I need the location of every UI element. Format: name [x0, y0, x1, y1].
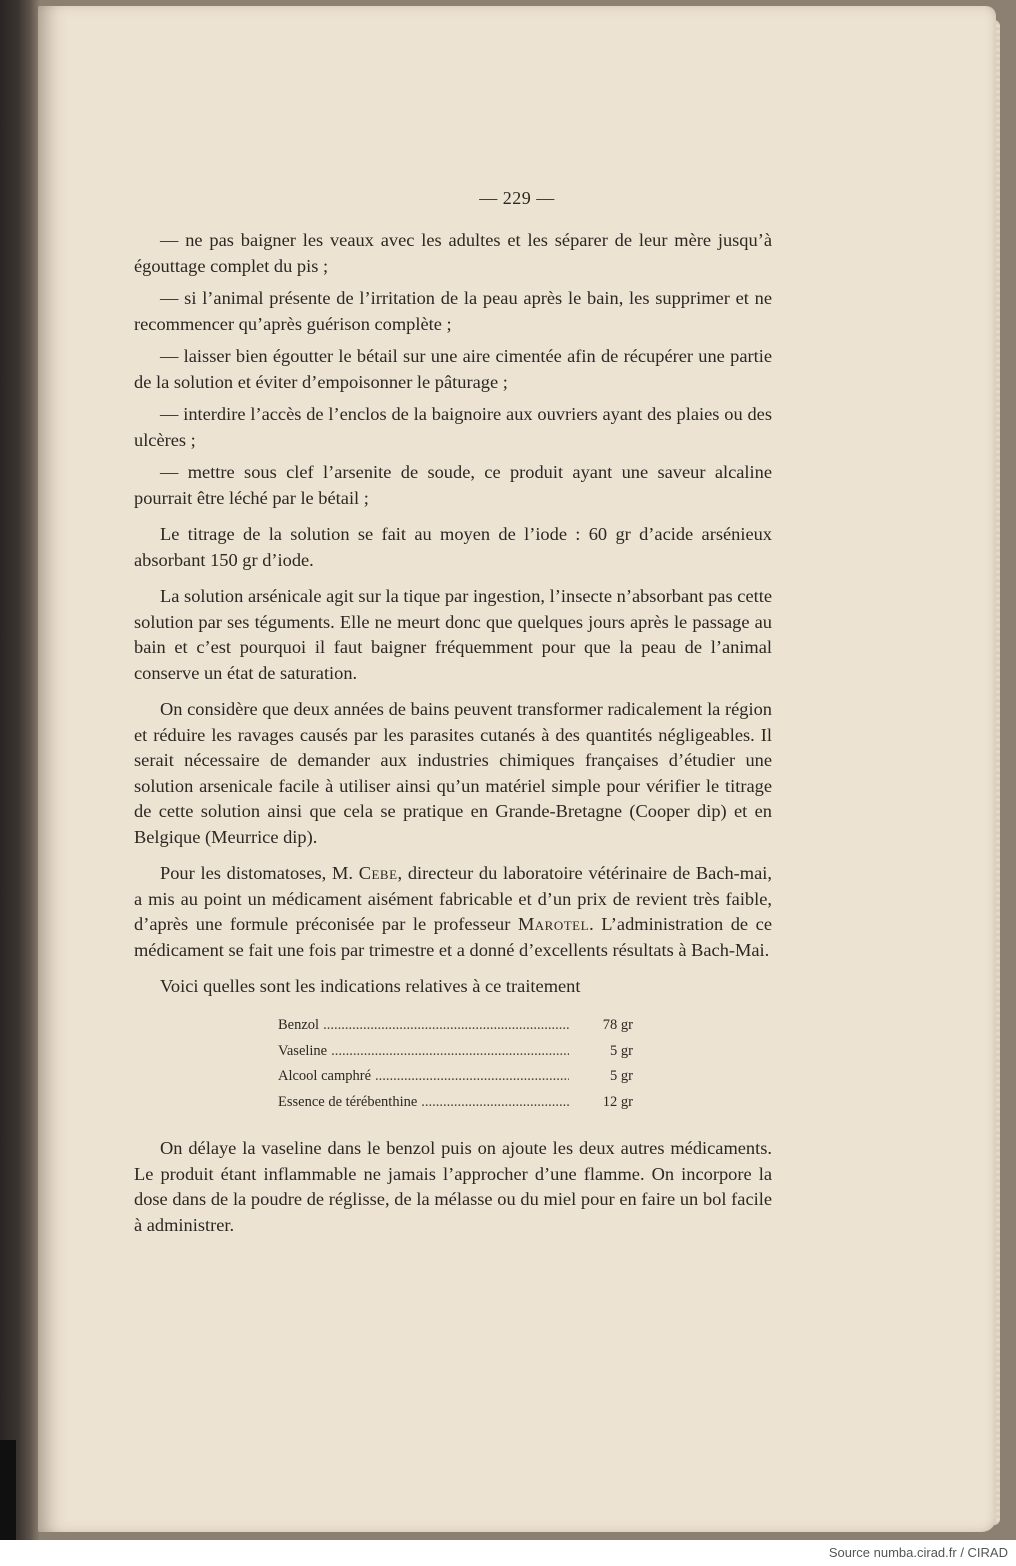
- ingredient-name: Benzol: [278, 1017, 320, 1033]
- list-item: — ne pas baigner les veaux avec les adultes et les séparer de leur mère jusqu’à égouttage complet du pis ;: [134, 230, 772, 276]
- binding-spine: [0, 1440, 16, 1540]
- final-text: [134, 1136, 772, 1238]
- list-item: — interdire l’accès de l’enclos de la baignoire aux ouvriers ayant des plaies ou des ulcères ;: [134, 404, 772, 450]
- leader-dots: [421, 1090, 569, 1116]
- recipe-row: [278, 1039, 633, 1065]
- paragraph-recipe-intro: Voici quelles sont les indications relatives à ce traitement: [160, 976, 581, 996]
- main-text: [134, 228, 772, 1011]
- list-item: — laisser bien égoutter le bétail sur une aire cimentée afin de récupérer une partie de la solution et éviter d’empoisonner le pâturage ;: [134, 346, 772, 392]
- text-run: Pour les distomatoses, M.: [160, 863, 359, 883]
- person-name-cebe: Cebe: [358, 863, 398, 883]
- person-name-marotel: Marotel: [517, 914, 590, 934]
- leader-dots: [323, 1013, 569, 1039]
- list-item: — mettre sous clef l’arsenite de soude, ce produit ayant une saveur alcaline pourrait être léché par le bétail ;: [134, 462, 772, 508]
- text-run: . L’administration de ce médicament se fait une fois par trimestre et a donné d’excellents résultats à Bach-Mai.: [134, 914, 772, 960]
- ingredient-name: Alcool camphré: [278, 1068, 372, 1084]
- recipe-row: [278, 1013, 633, 1039]
- ingredient-quantity: 12 gr: [602, 1093, 633, 1110]
- leader-dots: [375, 1064, 569, 1090]
- paragraph-preparation: On délaye la vaseline dans le benzol puis on ajoute les deux autres médicaments. Le produit étant inflammable ne jamais l’approcher d’une flamme. On incorpore la dose dans de la poudre de réglisse, de la mélasse ou du miel pour en faire un bol facile à administrer.: [134, 1138, 772, 1235]
- text-run: , directeur du laboratoire vétérinaire de Bach-mai, a mis au point un médicament aisément fabricable et d’un prix de revient très faible, d’après une formule préconisée par le professeur: [134, 863, 772, 934]
- leader-dots: [331, 1039, 569, 1065]
- page-number: — 229 —: [479, 188, 555, 208]
- recipe-table: [278, 1013, 633, 1115]
- source-credit: Source numba.cirad.fr / CIRAD: [828, 1545, 1008, 1560]
- ingredient-name: Essence de térébenthine: [278, 1093, 418, 1110]
- recipe-row: [278, 1064, 633, 1090]
- paragraph-solution: La solution arsénicale agit sur la tique par ingestion, l’insecte n’absorbant pas cette solution par ses téguments. Elle ne meurt donc que quelques jours après le passage au bain et c’est pourquoi il faut baigner fréquemment pour que la peau de l’animal conserve un état de saturation.: [134, 586, 772, 683]
- paragraph-distomatoses: [134, 861, 772, 963]
- ingredient-quantity: 78 gr: [602, 1017, 633, 1033]
- paragraph-titrage: Le titrage de la solution se fait au moyen de l’iode : 60 gr d’acide arsénieux absorbant 150 gr d’iode.: [134, 524, 772, 570]
- ingredient-quantity: 5 gr: [610, 1068, 633, 1084]
- recipe-row: [278, 1090, 633, 1116]
- ingredient-name: Vaseline: [278, 1042, 328, 1059]
- list-item: — si l’animal présente de l’irritation de la peau après le bain, les supprimer et ne recommencer qu’après guérison complète ;: [134, 288, 772, 334]
- paragraph-bains: On considère que deux années de bains peuvent transformer radicalement la région et réduire les ravages causés par les parasites cutanés à des quantités négligeables. Il serait nécessaire de demander aux industries chimiques françaises d’étudier une solution arsenicale facile à utiliser ainsi qu’un matériel simple pour vérifier le titrage de cette solution ainsi que cela se pratique en Grande-Bretagne (Cooper dip) et en Belgique (Meurrice dip).: [134, 699, 772, 847]
- ingredient-quantity: 5 gr: [610, 1042, 633, 1059]
